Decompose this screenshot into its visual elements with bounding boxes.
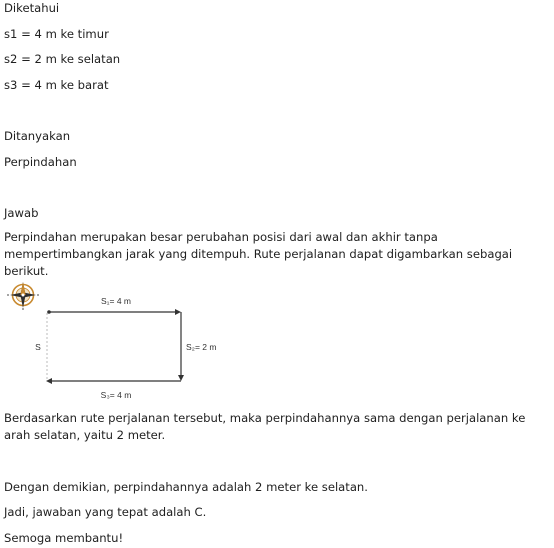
label-s: S [35,342,41,352]
compass-rose-icon [7,282,39,310]
known-item-s2: s2 = 2 m ke selatan [4,52,121,66]
label-s1: S₁= 4 m [100,296,132,306]
conclusion: Dengan demikian, perpindahannya adalah 2 meter ke selatan. [4,480,368,494]
conclusion-intro: Berdasarkan rute perjalanan tersebut, maka perpindahannya sama dengan perjalanan ke arah selatan, yaitu 2 meter. [4,411,526,442]
route-figure [0,275,260,405]
asked-heading: Ditanyakan [4,129,71,143]
known-item-s3: s3 = 4 m ke barat [4,78,109,92]
known-heading: Diketahui [4,1,60,15]
asked-item: Perpindahan [4,155,77,169]
answer-heading: Jawab [4,206,39,220]
closing: Semoga membantu! [4,531,124,545]
label-s3: S₃= 4 m [100,390,132,400]
final-answer: Jadi, jawaban yang tepat adalah C. [4,505,207,519]
arrowhead-s1 [175,309,181,315]
arrowhead-s2 [178,375,184,381]
label-s2: S₂= 2 m [186,342,217,352]
answer-explanation: Perpindahan merupakan besar perubahan posisi dari awal dan akhir tanpa mempertimbangkan jarak yang ditempuh. Rute perjalanan dapat digambarkan sebagai berikut. [4,230,513,278]
known-item-s1: s1 = 4 m ke timur [4,27,109,41]
